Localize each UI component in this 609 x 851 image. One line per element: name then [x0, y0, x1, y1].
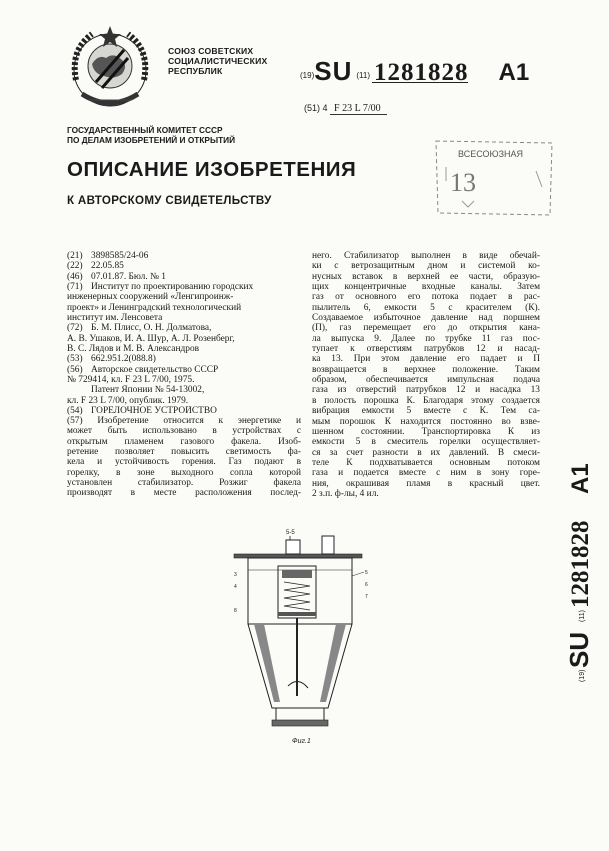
ussr-emblem	[62, 20, 158, 118]
abstract-line: газа и подается вместе с ним в зону горе-	[312, 468, 540, 479]
biblio-row	[67, 251, 299, 261]
abstract-line: ки с ветрозащитным дном и системой ко-	[312, 261, 540, 272]
abstract-line: него. Стабилизатор выполнен в виде обечай-	[312, 251, 540, 261]
abstract-line: газ от основного его потока подает в рас-	[312, 292, 540, 303]
biblio-row	[67, 375, 299, 385]
biblio-text: проект» и Ленинградский технологический	[67, 302, 242, 313]
document-subtitle: К АВТОРСКОМУ СВИДЕТЕЛЬСТВУ	[67, 194, 272, 207]
biblio-row	[67, 344, 299, 354]
abstract-line: нусных вставок в верхней ее части, образую-	[312, 271, 540, 282]
part-label: 4	[234, 584, 237, 590]
biblio-tag: (56)	[67, 364, 83, 375]
biblio-text: Институт по проектированию городских	[91, 282, 254, 293]
abstract-line: (57) Изобретение относится к энергетике и	[67, 416, 301, 426]
committee-line: ГОСУДАРСТВЕННЫЙ КОМИТЕТ СССР	[67, 125, 223, 135]
biblio-tag: (21)	[67, 251, 83, 261]
biblio-text: кл. F 23 L 7/00, опублик. 1979.	[67, 395, 189, 406]
abstract-line: ка 13. При этом давление его падает и П	[312, 354, 540, 365]
abstract-line: вибрация емкости 5 вместе с К. Тем са-	[312, 406, 540, 417]
state-committee	[67, 125, 235, 145]
figure-caption: Фиг.1	[292, 738, 311, 745]
biblio-text: 3898585/24-06	[91, 251, 149, 261]
org-line: СОЦИАЛИСТИЧЕСКИХ	[168, 56, 268, 66]
country-org	[168, 46, 267, 76]
biblio-row	[67, 323, 299, 333]
burner-drawing	[228, 526, 378, 748]
stamp-line2: 13	[450, 168, 476, 197]
part-label: 6	[365, 582, 368, 588]
ipc-classification	[304, 103, 387, 114]
country-code: SU	[314, 56, 353, 86]
biblio-text: Патент Японии № 54-13002,	[91, 385, 205, 396]
abstract-right-column	[312, 251, 540, 499]
abstract-line: газа из отверстий патрубков 12 и насадка 13	[312, 385, 540, 396]
stamp-line1: ВСЕСОЮЗНАЯ	[458, 149, 524, 159]
part-label: 5	[365, 570, 368, 576]
document-title: ОПИСАНИЕ ИЗОБРЕТЕНИЯ	[67, 158, 357, 181]
abstract-line: кела и устойчивость горения. Газ подают в	[67, 457, 301, 468]
kind-code: A1	[498, 59, 530, 86]
side-kind-code: A1	[567, 463, 594, 494]
side-publication-label	[556, 452, 596, 682]
side-prefix: (19)	[579, 669, 586, 682]
part-label: 7	[365, 594, 368, 600]
library-stamp	[432, 137, 556, 219]
biblio-text: В. С. Лядов и М. В. Александров	[67, 344, 200, 355]
abstract-line: ся за счет разности в их давлений. В смеси-	[312, 447, 540, 458]
biblio-tag: (46)	[67, 271, 83, 282]
biblio-row	[67, 313, 299, 323]
org-line: СОЮЗ СОВЕТСКИХ	[168, 46, 254, 56]
biblio-text: институт им. Ленсовета	[67, 313, 163, 324]
committee-line: ПО ДЕЛАМ ИЗОБРЕТЕНИЙ И ОТКРЫТИЙ	[67, 135, 236, 145]
biblio-text: ГОРЕЛОЧНОЕ УСТРОЙСТВО	[91, 406, 217, 417]
abstract-line: ретение позволяет повысить светимость фа-	[67, 447, 301, 458]
biblio-row	[67, 303, 299, 313]
part-label: 3	[234, 572, 237, 578]
abstract-line: емкости 5 в смеситель горелки осуществляет-	[312, 437, 540, 448]
biblio-row	[67, 406, 299, 416]
abstract-line: возвращается в верхнее положение. Таким	[312, 364, 540, 375]
abstract-line: пылитель 6, емкости 5 с красителем (К).	[312, 302, 540, 313]
biblio-row	[67, 272, 299, 282]
biblio-row	[67, 385, 299, 395]
biblio-tag: (54)	[67, 406, 83, 417]
abstract-line: (П), газ перемещает его до открытия кана-	[312, 323, 540, 334]
section-label: 5-5	[286, 530, 295, 536]
abstract-line: теле К подхватывается основным потоком	[312, 457, 540, 468]
biblio-text: А. В. Ушаков, И. А. Шур, А. Л. Розенберг,	[67, 333, 235, 344]
part-label: 8	[234, 608, 237, 614]
abstract-line: ла выпуска 9. Далее по трубке 11 газ пос-	[312, 333, 540, 344]
biblio-row	[67, 334, 299, 344]
patent-number: 1281828	[374, 59, 469, 86]
biblio-row	[67, 354, 299, 364]
biblio-text: № 729414, кл. F 23 L 7/00, 1975.	[67, 375, 195, 386]
side-number-prefix: (11)	[579, 610, 586, 622]
abstract-line: 2 з.п. ф-лы, 4 ил.	[312, 488, 379, 499]
abstract-line: установлен стабилизатор. Розжиг факела	[67, 478, 301, 489]
ipc-value: F 23 L 7/00	[330, 103, 387, 115]
abstract-line: тупает к отверстиям патрубков 12 и насад-	[312, 344, 540, 355]
abstract-line: шенном состоянии. Транспортировка К из	[312, 426, 540, 437]
bibliography	[67, 251, 299, 417]
abstract-line: открытым пламенем газового факела. Изоб-	[67, 436, 301, 447]
biblio-row	[67, 365, 299, 375]
biblio-tag: (22)	[67, 261, 83, 272]
abstract-line: мым порошок К находится постоянно во взве-	[312, 416, 540, 427]
number-prefix: (11)	[356, 71, 370, 80]
side-patent-number: 1281828	[567, 520, 594, 608]
biblio-text: 22.05.85	[91, 261, 124, 272]
org-line: РЕСПУБЛИК	[168, 66, 223, 76]
country-code-prefix: (19)	[300, 71, 315, 80]
biblio-row	[67, 292, 299, 302]
biblio-text: Авторское свидетельство СССР	[91, 364, 219, 375]
biblio-text: инженерных сооружений «Ленгипроинж-	[67, 292, 234, 303]
biblio-text: 662.951.2(088.8)	[91, 354, 156, 365]
abstract-line: щих концентричные входные каналы. Затем	[312, 282, 540, 293]
abstract-line: может быть использовано в устройствах с	[67, 426, 301, 437]
abstract-line: ния, окрашивая пламя в красный цвет.	[312, 478, 540, 489]
ipc-prefix: (51) 4	[304, 103, 328, 113]
biblio-row	[67, 282, 299, 292]
biblio-tag: (71)	[67, 282, 83, 293]
abstract-left-column	[67, 416, 301, 499]
biblio-text: Б. М. Плисс, О. Н. Долматова,	[91, 323, 212, 334]
abstract-line: производят в месте расположения послед-	[67, 488, 301, 499]
abstract-line: образом, обеспечивается импульсная подача	[312, 375, 540, 386]
biblio-row	[67, 261, 299, 271]
number-underline	[372, 82, 468, 83]
abstract-line: горелку, в зоне выходного сопла которой	[67, 467, 301, 478]
abstract-line: в полость порошка К. Благодаря этому создается	[312, 395, 540, 406]
biblio-row	[67, 396, 299, 406]
biblio-tag: (72)	[67, 323, 83, 334]
biblio-text: 07.01.87. Бюл. № 1	[91, 271, 166, 282]
abstract-line: Создаваемое избыточное давление над поршнем	[312, 313, 540, 324]
side-country-code: SU	[564, 631, 594, 668]
biblio-tag: (53)	[67, 354, 83, 365]
